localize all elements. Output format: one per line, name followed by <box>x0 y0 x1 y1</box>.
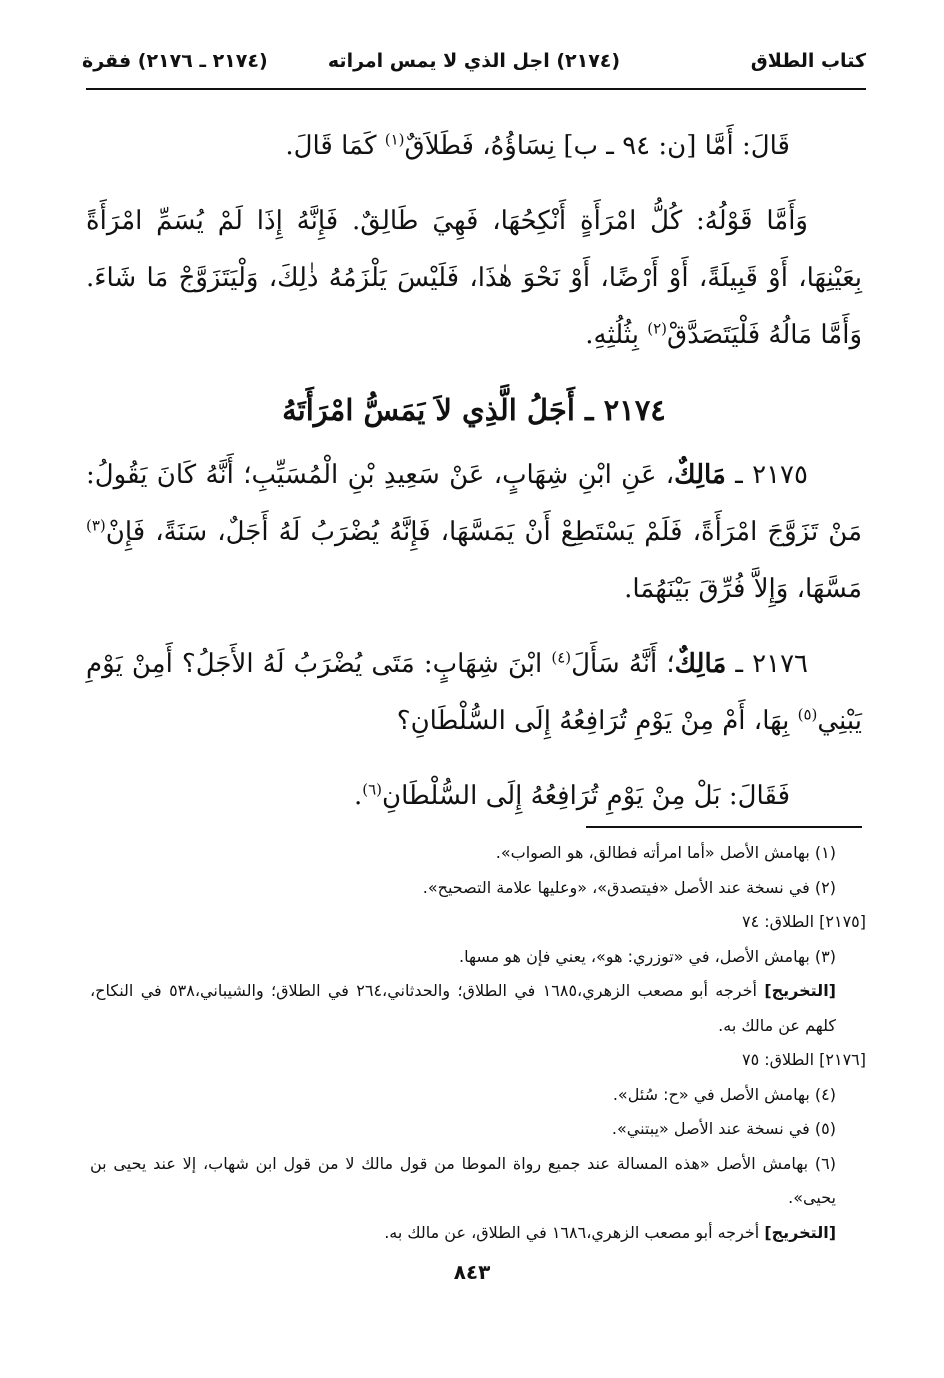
paragraph-2176-text-a: ؛ أَنَّهُ سَأَلَ <box>571 649 675 679</box>
paragraph-answer-text-b: . <box>353 781 363 811</box>
paragraph-2-text-b: بِثُلُثِهِ. <box>585 320 648 350</box>
paragraph-2 <box>86 193 862 364</box>
footnote-marker-2: (٢) <box>647 319 668 338</box>
paragraph-answer-text-a: فَقَالَ: بَلْ مِنْ يَوْمِ تُرَافِعُهُ إِلَى السُّلْطَانِ <box>382 781 790 811</box>
paragraph-range: (٢١٧٤ ـ ٢١٧٦) فقرة <box>82 50 268 72</box>
takhrij-2175 <box>90 974 866 1043</box>
book-title: كتاب الطلاق <box>750 50 866 72</box>
main-text <box>86 118 862 843</box>
footnote-5: (٥) في نسخة عند الأصل «يبتني». <box>611 1119 836 1138</box>
paragraph-2175-narrator: مَالِكٌ <box>674 460 726 490</box>
reference-2176: [٢١٧٦] الطلاق: ٧٥ <box>741 1050 866 1069</box>
takhrij-2176-tag: [التخريج] <box>764 1222 836 1242</box>
paragraph-1-text-a: قَالَ: أَمَّا [ن: ٩٤ ـ ب] نِسَاؤُهُ، فَطَلاَقٌ <box>404 131 790 161</box>
paragraph-2175-number: ٢١٧٥ ـ <box>725 460 808 490</box>
footnote-marker-1: (١) <box>384 130 405 149</box>
page-number: ٨٤٣ <box>453 1260 491 1284</box>
footnote-marker-4: (٤) <box>551 648 572 667</box>
footnote-6: (٦) بهامش الأصل «هذه المسالة عند جميع رواة الموطا من قول مالك لا من قول ابن شهاب، إلا عند يحيى بن يحيى». <box>90 1153 836 1207</box>
paragraph-2-text-a: وَأَمَّا قَوْلُهُ: كُلُّ امْرَأَةٍ أَنْكِحُهَا، فَهِيَ طَالِقٌ. فَإِنَّهُ إِذَا لَمْ يُسَمِّ امْرَأَةً بِعَيْنِهَا، أَوْ قَبِيلَةً، أَوْ أَرْضًا، أَوْ نَحْوَ هٰذَا، فَلَيْسَ يَلْزَمُهُ ذٰلِكَ، وَلْيَتَزَوَّجْ مَا شَاءَ. وَأَمَّا مَالُهُ فَلْيَتَصَدَّقْ <box>86 206 862 350</box>
paragraph-2176-text-b: ابْنَ شِهَابٍ: مَتَى يُضْرَبُ لَهُ الأَجَلُ؟ أَمِنْ يَوْمِ يَبْنِي <box>86 649 862 736</box>
footnote-divider <box>586 826 862 828</box>
header-divider <box>86 88 866 90</box>
footnote-4: (٤) بهامش الأصل في «ح: سُئل». <box>612 1084 836 1104</box>
paragraph-2175-text-b: مَسَّهَا، وَإِلاَّ فُرِّقَ بَيْنَهُمَا. <box>624 574 862 604</box>
paragraph-answer <box>86 768 862 825</box>
paragraph-2176-number: ٢١٧٦ ـ <box>726 649 809 679</box>
takhrij-2175-tag: [التخريج] <box>764 981 836 1000</box>
paragraph-1-text-b: كَمَا قَالَ. <box>285 131 385 161</box>
footnote-marker-6: (٦) <box>362 780 383 799</box>
chapter-title: (٢١٧٤) اجل الذي لا يمس امراته <box>327 50 621 72</box>
paragraph-2176 <box>86 636 862 750</box>
takhrij-2176-text: أخرجه أبو مصعب الزهري،١٦٨٦ في الطلاق، عن مالك به. <box>384 1222 765 1242</box>
paragraph-2175-text-a: ، عَنِ ابْنِ شِهَابٍ، عَنْ سَعِيدِ بْنِ الْمُسَيِّبِ؛ أَنَّهُ كَانَ يَقُولُ: مَنْ تَزَوَّجَ امْرَأَةً، فَلَمْ يَسْتَطِعْ أَنْ يَمَسَّهَا، فَإِنَّهُ يُضْرَبُ لَهُ أَجَلٌ، سَنَةً، فَإِنْ <box>86 460 862 547</box>
paragraph-1 <box>86 118 862 175</box>
takhrij-2176 <box>90 1216 866 1251</box>
paragraph-2176-narrator: مَالِكٌ <box>674 649 727 679</box>
footnote-3: (٣) بهامش الأصل، في «توزري: هو»، يعني فإن هو مسها. <box>459 946 836 966</box>
section-heading: ٢١٧٤ ـ أَجَلُ الَّذِي لاَ يَمَسُّ امْرَأَتَهُ <box>282 393 666 427</box>
footnotes <box>90 836 866 1250</box>
footnote-1: (١) بهامش الأصل «أما امرأته فطالق، هو الصواب». <box>495 843 836 862</box>
takhrij-2175-text: أخرجه أبو مصعب الزهري،١٦٨٥ في الطلاق؛ والحدثاني،٢٦٤ في الطلاق؛ والشيباني،٥٣٨ في النكاح، كلهم عن مالك به. <box>90 981 836 1035</box>
paragraph-2175 <box>86 447 862 618</box>
reference-2175: [٢١٧٥] الطلاق: ٧٤ <box>741 912 866 931</box>
footnote-marker-3: (٣) <box>86 516 106 535</box>
footnote-marker-5: (٥) <box>797 705 818 724</box>
paragraph-2176-text-c: بِهَا، أَمْ مِنْ يَوْمِ تُرَافِعُهُ إِلَى السُّلْطَانِ؟ <box>396 706 798 736</box>
footnote-2: (٢) في نسخة عند الأصل «فيتصدق»، «وعليها علامة التصحيح». <box>422 877 836 897</box>
running-header <box>82 44 866 84</box>
